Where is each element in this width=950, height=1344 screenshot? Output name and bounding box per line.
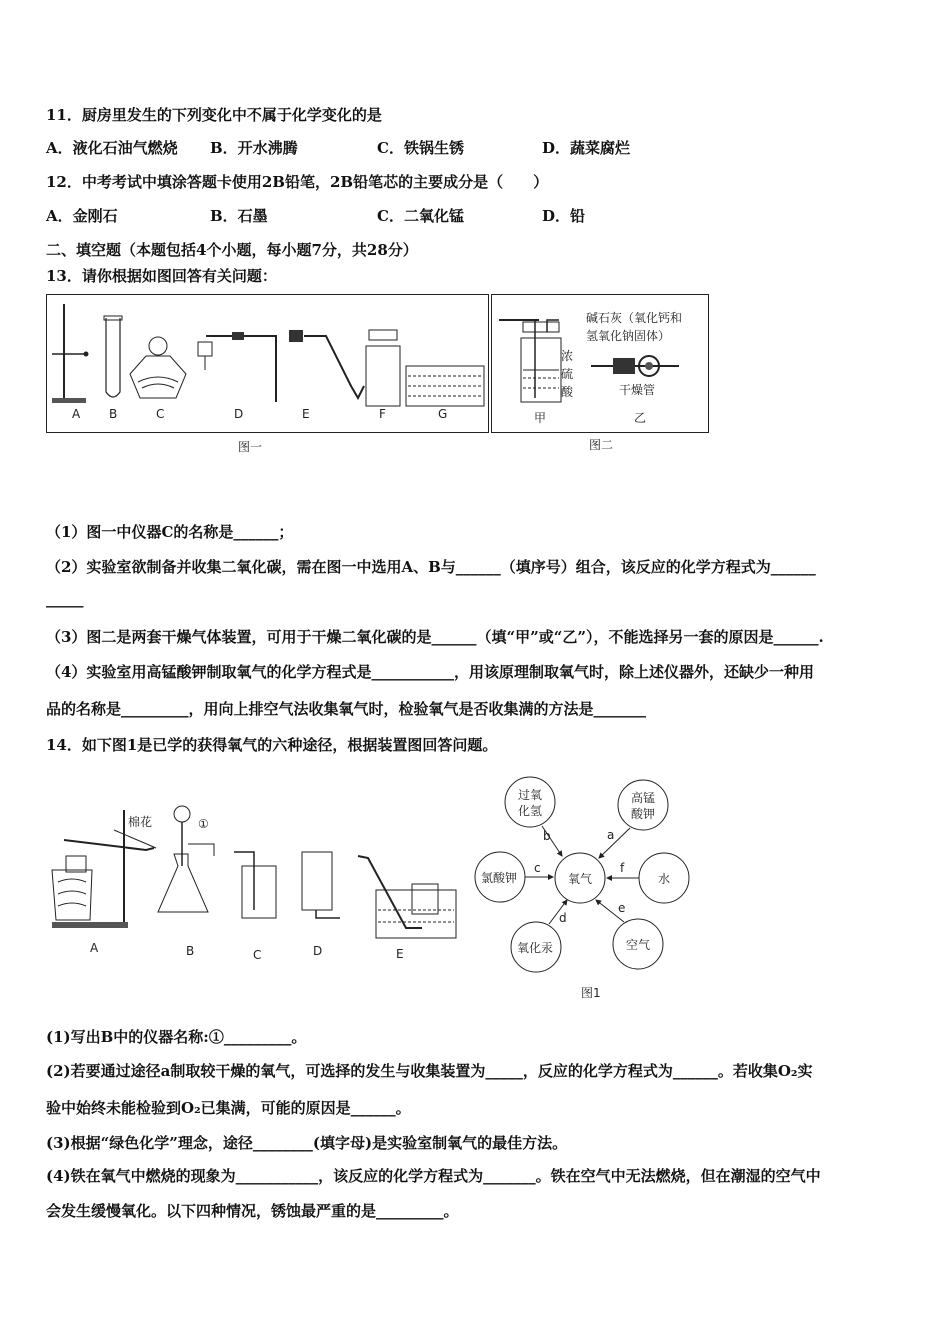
fig2-acid-char-1: 浓 xyxy=(561,349,574,363)
q13-part3: （3）图二是两套干燥气体装置，可用于干燥二氧化碳的是______（填“甲”或“乙”），不能选择另一套的原因是______. xyxy=(46,628,824,646)
fig1-label-f: F xyxy=(379,407,386,421)
q12-option-a: A．金刚石 xyxy=(46,207,118,225)
fig1-label-b: B xyxy=(109,407,118,421)
node-h2o2-line1: 过氧 xyxy=(518,788,543,802)
fig2-acid-char-2: 硫 xyxy=(561,367,574,381)
node-kclo3: 氯酸钾 xyxy=(481,871,518,885)
figure-q14-apparatus xyxy=(46,800,466,965)
q14-label-e: E xyxy=(396,947,404,961)
q13-part4-line1: （4）实验室用高锰酸钾制取氧气的化学方程式是___________，用该原理制取氧气时，除上述仪器外，还缺少一种用 xyxy=(46,663,814,681)
q11-option-b: B．开水沸腾 xyxy=(210,139,298,157)
arrow-label-b: b xyxy=(543,829,551,843)
figure-2-caption: 图二 xyxy=(589,438,614,452)
fig1-label-d: D xyxy=(234,407,244,421)
q14-label-b: B xyxy=(186,944,195,958)
fig2-label-jia: 甲 xyxy=(534,411,547,425)
figure-1-caption: 图一 xyxy=(238,440,263,454)
q13-part4-line2: 品的名称是_________，用向上排空气法收集氧气时，检验氧气是否收集满的方法是_______ xyxy=(46,700,647,718)
q14-label-d: D xyxy=(313,944,323,958)
node-water: 水 xyxy=(658,872,671,886)
figure-oxygen-pathways xyxy=(466,772,696,982)
node-h2o2-line2: 化氢 xyxy=(518,804,543,818)
q13-stem: 13．请你根据如图回答有关问题： xyxy=(46,267,277,285)
q13-part1: （1）图一中仪器C的名称是______； xyxy=(46,523,294,541)
q13-part2-line1: （2）实验室欲制备并收集二氧化碳，需在图一中选用A、B与______（填序号）组合，该反应的化学方程式为______ xyxy=(46,558,816,576)
arrow-label-f: f xyxy=(620,861,625,875)
q12-option-c: C．二氧化锰 xyxy=(377,207,464,225)
q14-mark-1: ① xyxy=(198,817,209,831)
fig2-tube-label: 干燥管 xyxy=(619,383,656,397)
q11-option-a: A．液化石油气燃烧 xyxy=(46,139,178,157)
fig2-text-line1: 碱石灰（氧化钙和 xyxy=(586,311,683,325)
q14-part2-line1: (2)若要通过途径a制取较干燥的氧气，可选择的发生与收集装置为_____，反应的化学方程式为______。若收集O₂实 xyxy=(46,1062,813,1080)
q14-label-a: A xyxy=(90,941,99,955)
section-heading: 二、填空题（本题包括4个小题，每小题7分，共28分） xyxy=(46,241,418,259)
q11-option-d: D．蔬菜腐烂 xyxy=(542,139,631,157)
figure-2-drying-apparatus xyxy=(491,294,709,433)
node-hgo: 氧化汞 xyxy=(517,941,554,955)
q14-part4-line2: 会发生缓慢氧化。以下四种情况，锈蚀最严重的是_________。 xyxy=(46,1202,459,1220)
figure-1-apparatus xyxy=(46,294,489,433)
q12-option-b: B．石墨 xyxy=(210,207,268,225)
q14-part3: (3)根据“绿色化学”理念，途径________(填字母)是实验室制氧气的最佳方法。 xyxy=(46,1134,568,1152)
arrow-label-a: a xyxy=(607,828,615,842)
q14-label-c: C xyxy=(253,948,262,962)
node-kmno4-line2: 酸钾 xyxy=(631,807,656,821)
fig1-label-a: A xyxy=(72,407,81,421)
q14-cotton-label: 棉花 xyxy=(128,815,153,829)
arrow-label-d: d xyxy=(559,911,567,925)
q13-part2-line2: _____ xyxy=(46,590,84,608)
arrow-label-c: c xyxy=(534,861,541,875)
node-kmno4-line1: 高锰 xyxy=(631,791,656,805)
figure-1-q14-caption: 图1 xyxy=(581,986,601,1000)
node-air: 空气 xyxy=(626,938,651,952)
fig2-label-yi: 乙 xyxy=(634,411,647,425)
q14-part2-line2: 验中始终未能检验到O₂已集满，可能的原因是______。 xyxy=(46,1099,411,1117)
q12-stem: 12．中考考试中填涂答题卡使用2B铅笔，2B铅笔芯的主要成分是（ ） xyxy=(46,173,549,191)
arrow-label-e: e xyxy=(618,901,626,915)
fig1-label-e: E xyxy=(302,407,310,421)
fig1-label-g: G xyxy=(438,407,448,421)
q14-part1: (1)写出B中的仪器名称:①_________。 xyxy=(46,1028,307,1046)
q14-stem: 14．如下图1是已学的获得氧气的六种途径，根据装置图回答问题。 xyxy=(46,736,498,754)
node-o2: 氧气 xyxy=(568,872,593,886)
q14-part4-line1: (4)铁在氧气中燃烧的现象为___________，该反应的化学方程式为_______。铁在空气中无法燃烧，但在潮湿的空气中 xyxy=(46,1167,821,1185)
q11-option-c: C．铁锅生锈 xyxy=(377,139,464,157)
q11-stem: 11．厨房里发生的下列变化中不属于化学变化的是 xyxy=(46,106,382,124)
q12-option-d: D．铅 xyxy=(542,207,586,225)
fig2-text-line2: 氢氧化钠固体） xyxy=(586,329,671,343)
fig1-label-c: C xyxy=(156,407,165,421)
fig2-acid-char-3: 酸 xyxy=(561,385,574,399)
